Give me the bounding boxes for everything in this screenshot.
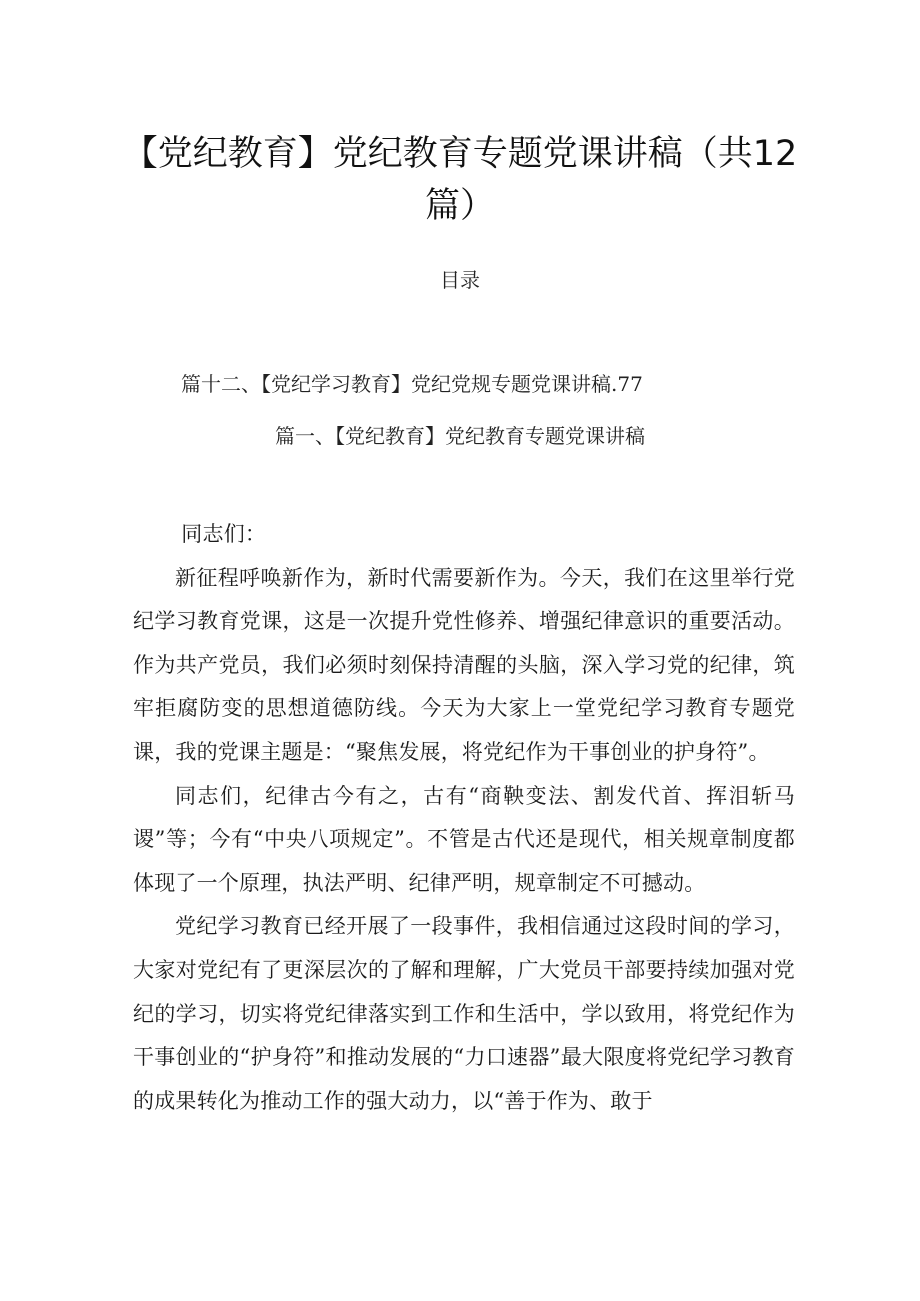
body-text [133, 513, 795, 1123]
paragraph-1: 新征程呼唤新作为，新时代需要新作为。今天，我们在这里举行党纪学习教育党课，这是一次提升党性修养、增强纪律意识的重要活动。作为共产党员，我们必须时刻保持清醒的头脑，深入学习党的纪律，筑牢拒腐防变的思想道德防线。今天为大家上一堂党纪学习教育专题党课，我的党课主题是：“聚焦发展，将党纪作为干事创业的护身符”。 [133, 565, 795, 764]
document-title-line1: 【党纪教育】党纪教育专题党课讲稿（共12 [122, 134, 798, 174]
toc-entry: 篇十二、【党纪学习教育】党纪党规专题党课讲稿.77 [181, 372, 643, 396]
document-title-line2: 篇） [424, 186, 495, 226]
section-title: 篇一、【党纪教育】党纪教育专题党课讲稿 [275, 424, 645, 448]
paragraph-2: 同志们，纪律古今有之，古有“商鞅变法、割发代首、挥泪斩马谡”等；今有“中央八项规定”。不管是古代还是现代，相关规章制度都体现了一个原理，执法严明、纪律严明，规章制定不可撼动。 [133, 783, 795, 895]
toc-heading: 目录 [440, 268, 480, 292]
paragraph-3: 党纪学习教育已经开展了一段事件，我相信通过这段时间的学习，大家对党纪有了更深层次的了解和理解，广大党员干部要持续加强对党纪的学习，切实将党纪律落实到工作和生活中，学以致用，将党纪作为干事创业的“护身符”和推动发展的“力口速器”最大限度将党纪学习教育的成果转化为推动工作的强大动力，以“善于作为、敢于 [133, 914, 795, 1113]
salutation: 同志们： [181, 522, 267, 546]
